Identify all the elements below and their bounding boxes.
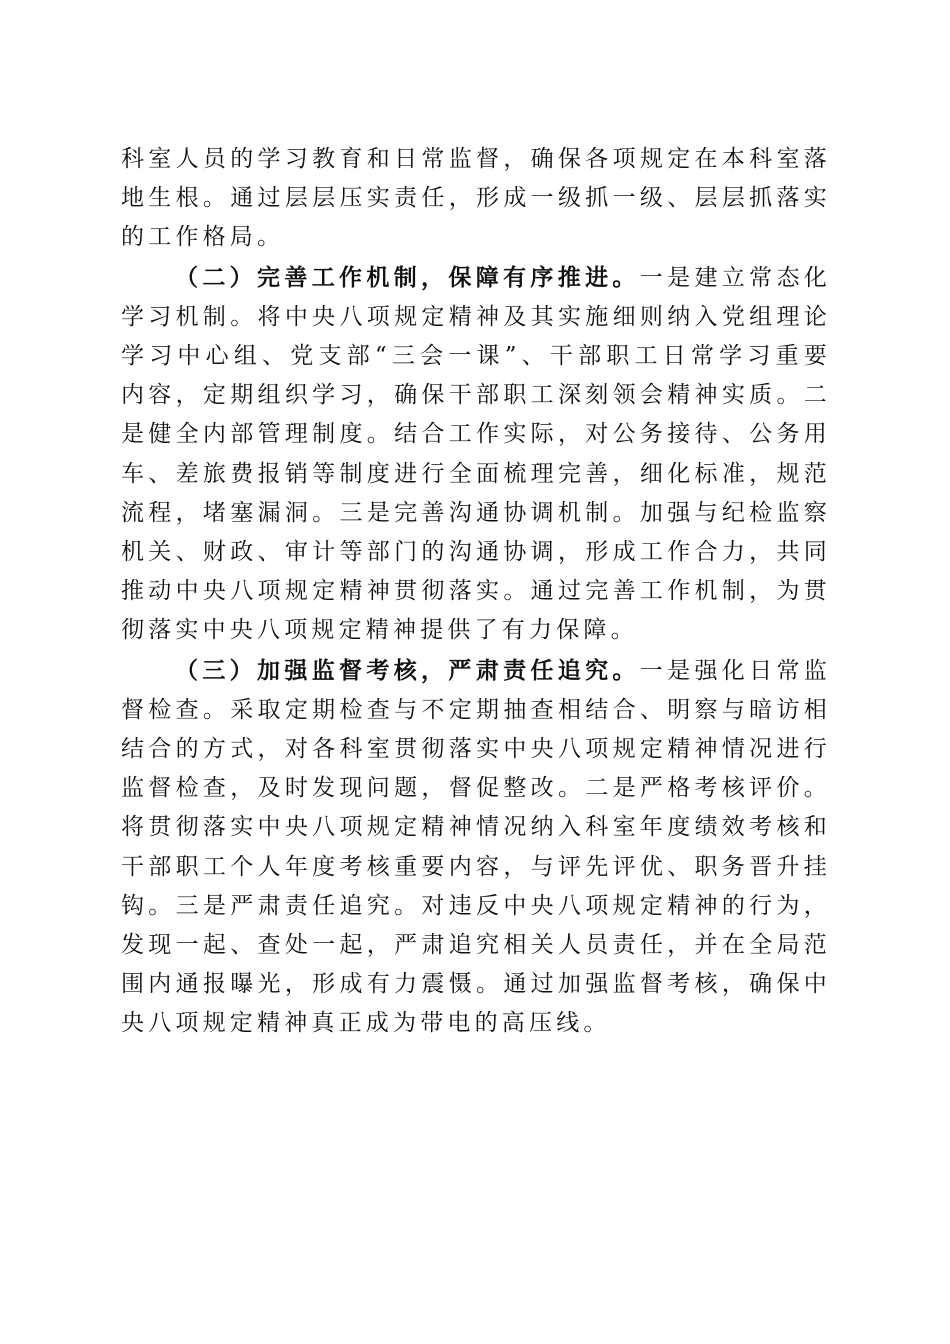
document-page — [121, 140, 831, 1044]
paragraph-text: 一是强化日常监督检查。采取定期检查与不定期抽查相结合、明察与暗访相结合的方式，对各科室贯彻落实中央八项规定精神情况进行监督检查，及时发现问题，督促整改。二是严格考核评价。将贯彻落实中央八项规定精神情况纳入科室年度绩效考核和干部职工个人年度考核重要内容，与评先评优、职务晋升挂钩。三是严肃责任追究。对违反中央八项规定精神的行为，发现一起、查处一起，严肃追究相关人员责任，并在全局范围内通报曝光，形成有力震慑。通过加强监督考核，确保中央八项规定精神真正成为带电的高压线。 — [121, 657, 831, 1037]
paragraph-section-two — [121, 258, 831, 651]
section-heading: （二）完善工作机制，保障有序推进。 — [175, 263, 640, 291]
paragraph-text: 科室人员的学习教育和日常监督，确保各项规定在本科室落地生根。通过层层压实责任，形成一级抓一级、层层抓落实的工作格局。 — [121, 146, 831, 251]
paragraph-section-three — [121, 651, 831, 1044]
paragraph-continuation — [121, 140, 831, 258]
section-heading: （三）加强监督考核，严肃责任追究。 — [175, 656, 640, 684]
paragraph-text: 一是建立常态化学习机制。将中央八项规定精神及其实施细则纳入党组理论学习中心组、党支部“三会一课”、干部职工日常学习重要内容，定期组织学习，确保干部职工深刻领会精神实质。二是健全内部管理制度。结合工作实际，对公务接待、公务用车、差旅费报销等制度进行全面梳理完善，细化标准，规范流程，堵塞漏洞。三是完善沟通协调机制。加强与纪检监察机关、财政、审计等部门的沟通协调，形成工作合力，共同推动中央八项规定精神贯彻落实。通过完善工作机制，为贯彻落实中央八项规定精神提供了有力保障。 — [121, 264, 831, 644]
